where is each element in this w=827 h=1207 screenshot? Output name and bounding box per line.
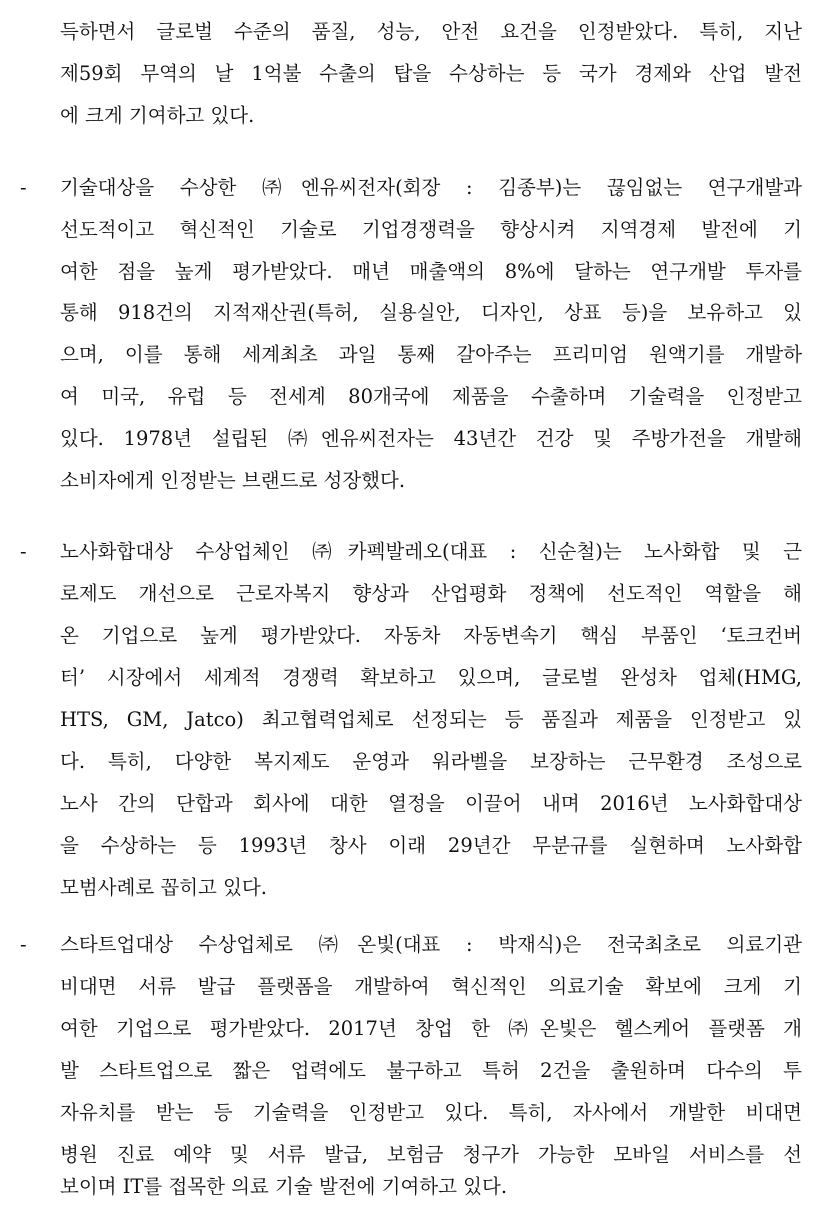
text-line: 을 수상하는 등 1993년 창사 이래 29년간 무분규를 실현하며 노사화합 [60, 834, 802, 857]
bullet-dash: - [20, 933, 27, 956]
text-line: 온 기업으로 높게 평가받았다. 자동차 자동변속기 핵심 부품인 ‘토크컨버 [60, 624, 802, 647]
bullet-dash: - [20, 540, 27, 563]
text-line: 통해 918건의 지적재산권(특허, 실용실안, 디자인, 상표 등)을 보유하고 있 [60, 301, 802, 324]
text-line: 병원 진료 예약 및 서류 발급, 보험금 청구가 가능한 모바일 서비스를 선 [60, 1143, 802, 1166]
text-line: 선도적이고 혁신적인 기술로 기업경쟁력을 향상시켜 지역경제 발전에 기 [60, 218, 802, 241]
text-line: 제59회 무역의 날 1억불 수출의 탑을 수상하는 등 국가 경제와 산업 발전 [60, 62, 802, 85]
text-line: 모범사례로 꼽히고 있다. [60, 876, 267, 899]
text-line: 에 크게 기여하고 있다. [60, 104, 255, 127]
text-line: 있다. 1978년 설립된 ㈜엔유씨전자는 43년간 건강 및 주방가전을 개발해 [60, 427, 802, 450]
text-line: 보이며 IT를 접목한 의료 기술 발전에 기여하고 있다. [60, 1175, 508, 1198]
text-line: 스타트업대상 수상업체로 ㈜온빛(대표 : 박재식)은 전국최초로 의료기관 [60, 933, 802, 956]
text-line: 득하면서 글로벌 수준의 품질, 성능, 안전 요건을 인정받았다. 특히, 지난 [60, 20, 802, 43]
bullet-dash: - [20, 176, 27, 199]
text-line: 다. 특히, 다양한 복지제도 운영과 워라벨을 보장하는 근무환경 조성으로 [60, 750, 802, 773]
text-line: 소비자에게 인정받는 브랜드로 성장했다. [60, 469, 406, 492]
text-line: HTS, GM, Jatco) 최고협력업체로 선정되는 등 품질과 제품을 인정받고 있 [60, 708, 802, 731]
text-line: 노사화합대상 수상업체인 ㈜카펙발레오(대표 : 신순철)는 노사화합 및 근 [60, 540, 802, 563]
text-line: 비대면 서류 발급 플랫폼을 개발하여 혁신적인 의료기술 확보에 크게 기 [60, 975, 802, 998]
text-line: 으며, 이를 통해 세계최초 과일 통째 갈아주는 프리미엄 원액기를 개발하 [60, 343, 802, 366]
text-line: 여한 기업으로 평가받았다. 2017년 창업 한 ㈜온빛은 헬스케어 플랫폼 개 [60, 1017, 802, 1040]
text-line: 여 미국, 유럽 등 전세계 80개국에 제품을 수출하며 기술력을 인정받고 [60, 385, 802, 408]
text-line: 여한 점을 높게 평가받았다. 매년 매출액의 8%에 달하는 연구개발 투자를 [60, 260, 802, 283]
text-line: 로제도 개선으로 근로자복지 향상과 산업평화 정책에 선도적인 역할을 해 [60, 582, 802, 605]
text-line: 자유치를 받는 등 기술력을 인정받고 있다. 특히, 자사에서 개발한 비대면 [60, 1101, 802, 1124]
text-line: 노사 간의 단합과 회사에 대한 열정을 이끌어 내며 2016년 노사화합대상 [60, 792, 802, 815]
text-line: 발 스타트업으로 짧은 업력에도 불구하고 특허 2건을 출원하며 다수의 투 [60, 1059, 802, 1082]
text-line: 터’ 시장에서 세계적 경쟁력 확보하고 있으며, 글로벌 완성차 업체(HMG, [60, 666, 802, 689]
text-line: 기술대상을 수상한 ㈜엔유씨전자(회장 : 김종부)는 끊임없는 연구개발과 [60, 176, 802, 199]
